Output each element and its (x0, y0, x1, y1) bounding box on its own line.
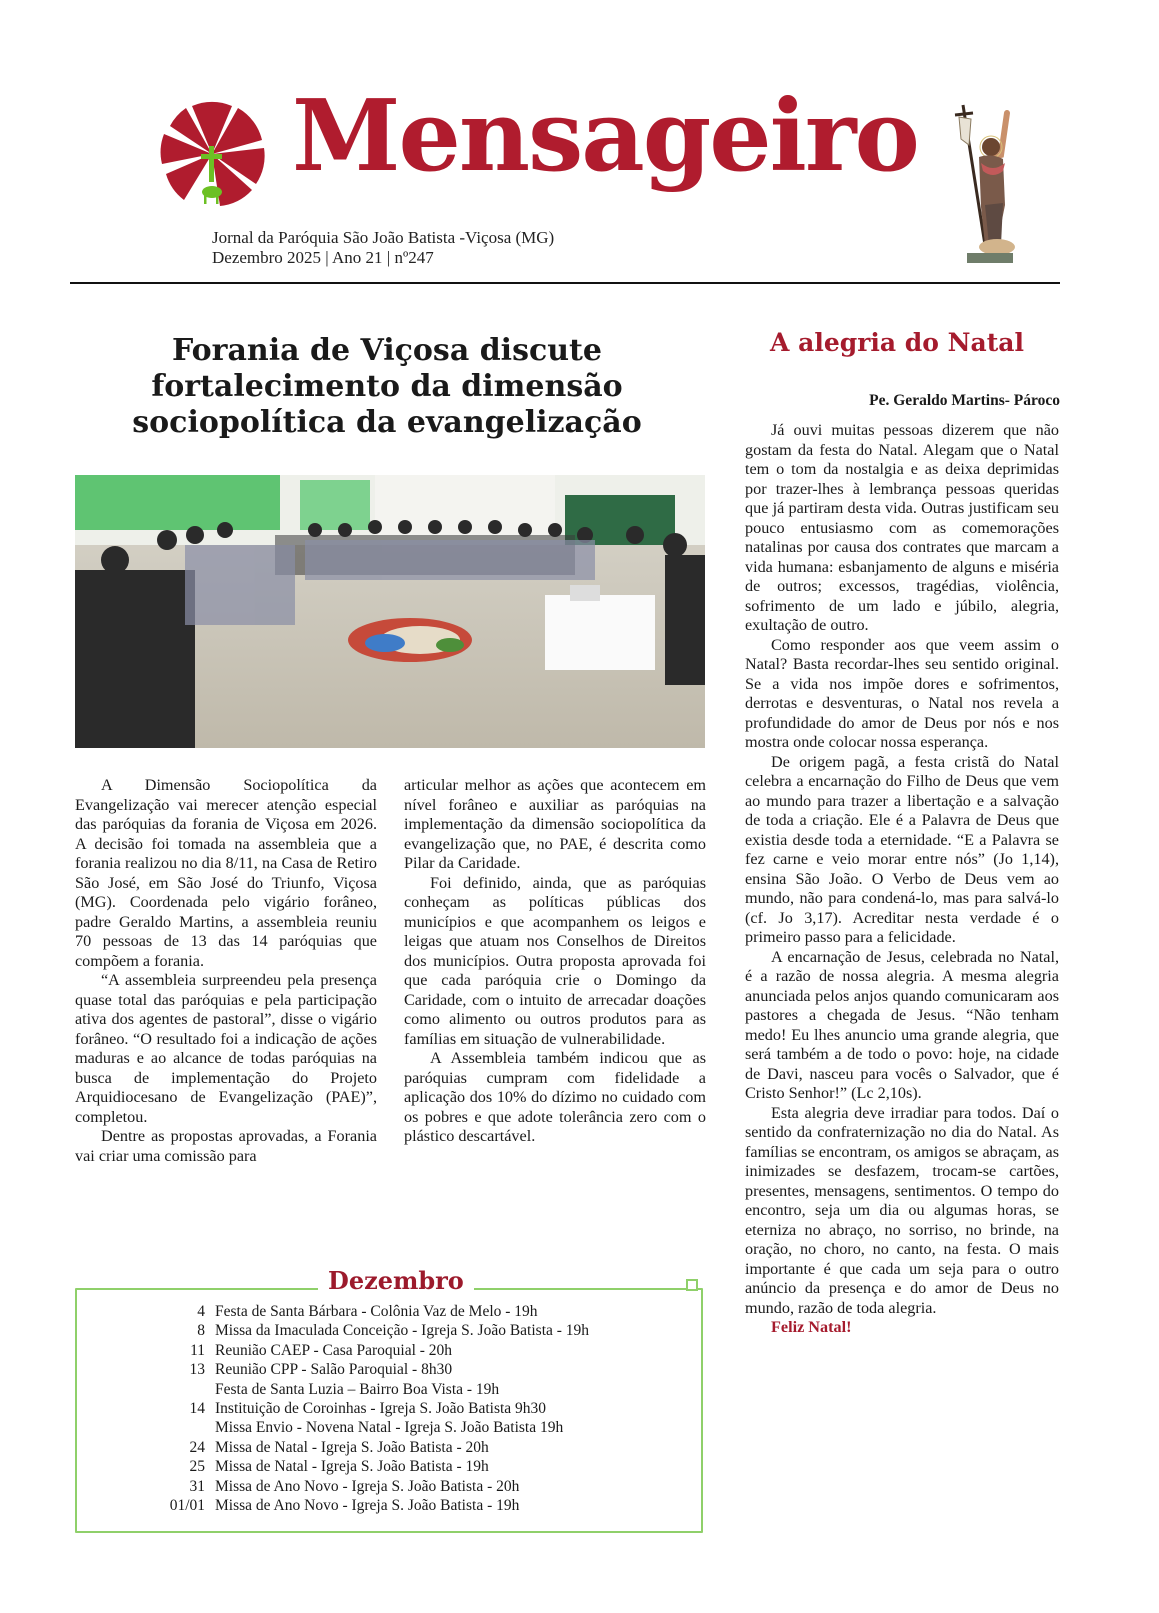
calendar-event (150, 1360, 670, 1379)
parish-name: Jornal da Paróquia São João Batista -Viçosa (MG) (212, 228, 555, 247)
event-text: Festa de Santa Bárbara - Colônia Vaz de Melo - 19h (215, 1303, 538, 1320)
calendar-event (150, 1399, 670, 1418)
side-article-body (745, 421, 1059, 1338)
parish-logo-icon (158, 100, 266, 208)
calendar-event (150, 1341, 670, 1360)
calendar-event-list (150, 1302, 670, 1515)
event-day: 01/01 (169, 1497, 205, 1515)
article-paragraph: A Assembleia também indicou que as paróquias cumpram com fidelidade a aplicação dos 10% do dízimo no cuidado com os pobres e que adote tolerância zero com o plástico descartável. (404, 1049, 706, 1145)
event-text: Reunião CPP - Salão Paroquial - 8h30 (215, 1361, 453, 1379)
event-day (150, 1380, 215, 1399)
side-article-author: Pe. Geraldo Martins- Pároco (869, 392, 1060, 409)
issue-info: Dezembro 2025 | Ano 21 | nº247 (212, 248, 434, 267)
assembly-photo (75, 475, 705, 748)
main-article-column-2 (404, 776, 706, 1147)
article-paragraph: articular melhor as ações que acontecem em nível forâneo e auxiliar as paróquias na implementação da dimensão sociopolítica da evangelização que, no PAE, é descrita como Pilar da Caridade. (404, 776, 706, 872)
masthead-subtitle (212, 228, 554, 268)
article-paragraph: Dentre as propostas aprovadas, a Forania vai criar uma comissão para (75, 1127, 377, 1165)
article-paragraph: Foi definido, ainda, que as paróquias conheçam as políticas públicas dos municípios e que acompanhem os leigos e leigas que atuam nos Conselhos de Direitos dos municípios. Outra proposta aprovada foi que cada paróquia crie o Domingo da Caridade, com o intuito de arrecadar doações como alimento ou outros produtos para as famílias em situação de vulnerabilidade. (404, 873, 706, 1048)
calendar-title: Dezembro (318, 1266, 474, 1295)
article-paragraph: A Dimensão Sociopolítica da Evangelização vai merecer atenção especial das paróquias da forania de Viçosa em 2026. A decisão foi tomada na assembleia que a forania realizou no dia 8/11, na Casa de Retiro São José, em São José do Triunfo, Viçosa (MG). Coordenada pelo vigário forâneo, padre Geraldo Martins, a assembleia reuniu 70 pessoas de 13 das 14 paróquias que compõem a forania. (75, 776, 377, 970)
masthead-divider (70, 282, 1060, 284)
event-text: Instituição de Coroinhas - Igreja S. João Batista 9h30 (215, 1400, 547, 1418)
event-text: Missa de Natal - Igreja S. João Batista - 19h (215, 1458, 489, 1476)
calendar-event (150, 1380, 670, 1399)
calendar-corner-ornament (686, 1279, 698, 1291)
event-day: 11 (190, 1341, 205, 1359)
event-text: Missa de Ano Novo - Igreja S. João Batista - 20h (215, 1477, 520, 1495)
article-paragraph: De origem pagã, a festa cristã do Natal celebra a encarnação do Filho de Deus que vem ao mundo para trazer a libertação e a salvação de toda a criação. Ele é a Palavra de Deus que existia desde toda a eternidade. “E a Palavra se fez carne e veio morar entre nós” (Jo 1,14), ensina São João. O Verbo de Deus vem ao mundo, não para condená-lo, mas para salvá-lo (cf. Jo 3,17). Acreditar nesta verdade é o primeiro passo para a felicidade. (745, 752, 1059, 946)
calendar-event (150, 1302, 670, 1321)
event-day: 4 (197, 1303, 205, 1320)
article-paragraph: Já ouvi muitas pessoas dizerem que não gostam da festa do Natal. Alegam que o Natal tem o tom da nostalgia e as deixa deprimidas por trazer-lhes à lembrança pessoas queridas que já partiram desta vida. Outras justificam seu pouco entusiasmo com as comemorações natalinas por causa dos contrates que marcam a vida humana: esbanjamento de alguns e miséria de outros; excessos, tragédias, violência, sofrimento de um lado e júbilo, alegria, exultação de outro. (745, 421, 1059, 634)
event-day: 25 (189, 1458, 205, 1476)
closing-greeting: Feliz Natal! (771, 1318, 852, 1336)
calendar-event (150, 1321, 670, 1340)
calendar-event (150, 1477, 670, 1496)
event-day (150, 1418, 215, 1437)
main-article-headline: Forania de Viçosa discute fortalecimento da dimensão sociopolítica da evangelização (132, 333, 642, 440)
event-day: 8 (197, 1322, 205, 1340)
event-day: 24 (189, 1438, 205, 1456)
event-text: Missa Envio - Novena Natal - Igreja S. João Batista 19h (215, 1419, 564, 1437)
article-paragraph: “A assembleia surpreendeu pela presença quase total das paróquias e pela participação ativa dos agentes de pastoral”, disse o vigário forâneo. “O resultado foi a indicação de ações maduras e ao alcance de todas paróquias na busca de implementação do Projeto Arquidiocesano de Evangelização (PAE)”, completou. (75, 971, 377, 1126)
calendar-event (150, 1457, 670, 1476)
event-text: Missa da Imaculada Conceição - Igreja S. João Batista - 19h (215, 1322, 590, 1340)
side-article-title: A alegria do Natal (770, 328, 1024, 357)
article-paragraph: Esta alegria deve irradiar para todos. Daí o sentido da confraternização no dia do Natal. As famílias se encontram, os amigos se abraçam, as inimizades se desfazem, trocam-se cartões, presentes, mensagens, sentimentos. O tempo do encontro, seja um dia ou algumas horas, se eterniza no abraço, no sorriso, no brinde, na oração, no choro, no canto, na festa. O mais importante é que cada um seja para o outro anúncio da presença e do amor de Deus no mundo, razão de toda alegria. (745, 1103, 1059, 1317)
event-day: 13 (189, 1361, 205, 1379)
article-paragraph: A encarnação de Jesus, celebrada no Natal, é a razão de nossa alegria. A mesma alegria anunciada pelos anjos quando comunicaram aos pastores a chegada de Jesus. “Não tenham medo! Eu lhes anuncio uma grande alegria, que será também a de todo o povo: hoje, na cidade de Davi, nasceu para vocês o Salvador, que é Cristo Senhor!” (Lc 2,10s). (745, 947, 1059, 1102)
main-article-column-1 (75, 776, 377, 1166)
event-day: 14 (189, 1400, 205, 1418)
newspaper-title: Mensageiro (292, 79, 918, 194)
event-text: Festa de Santa Luzia – Bairro Boa Vista - 19h (215, 1380, 500, 1398)
calendar-event (150, 1418, 670, 1437)
event-day: 31 (189, 1477, 205, 1495)
event-text: Missa de Ano Novo - Igreja S. João Batista - 19h (215, 1497, 520, 1515)
event-text: Reunião CAEP - Casa Paroquial - 20h (215, 1341, 453, 1359)
saint-statue-image (945, 95, 1020, 270)
calendar-event (150, 1438, 670, 1457)
article-paragraph: Como responder aos que veem assim o Natal? Basta recordar-lhes seu sentido original. Se a vida nos impõe dores e sofrimentos, derrotas e desventuras, o Natal nos revela a profundidade do amor de Deus por nós e nos mostra onde colocar nossa esperança. (745, 635, 1059, 751)
calendar-event (150, 1496, 670, 1515)
event-text: Missa de Natal - Igreja S. João Batista - 20h (215, 1438, 489, 1456)
